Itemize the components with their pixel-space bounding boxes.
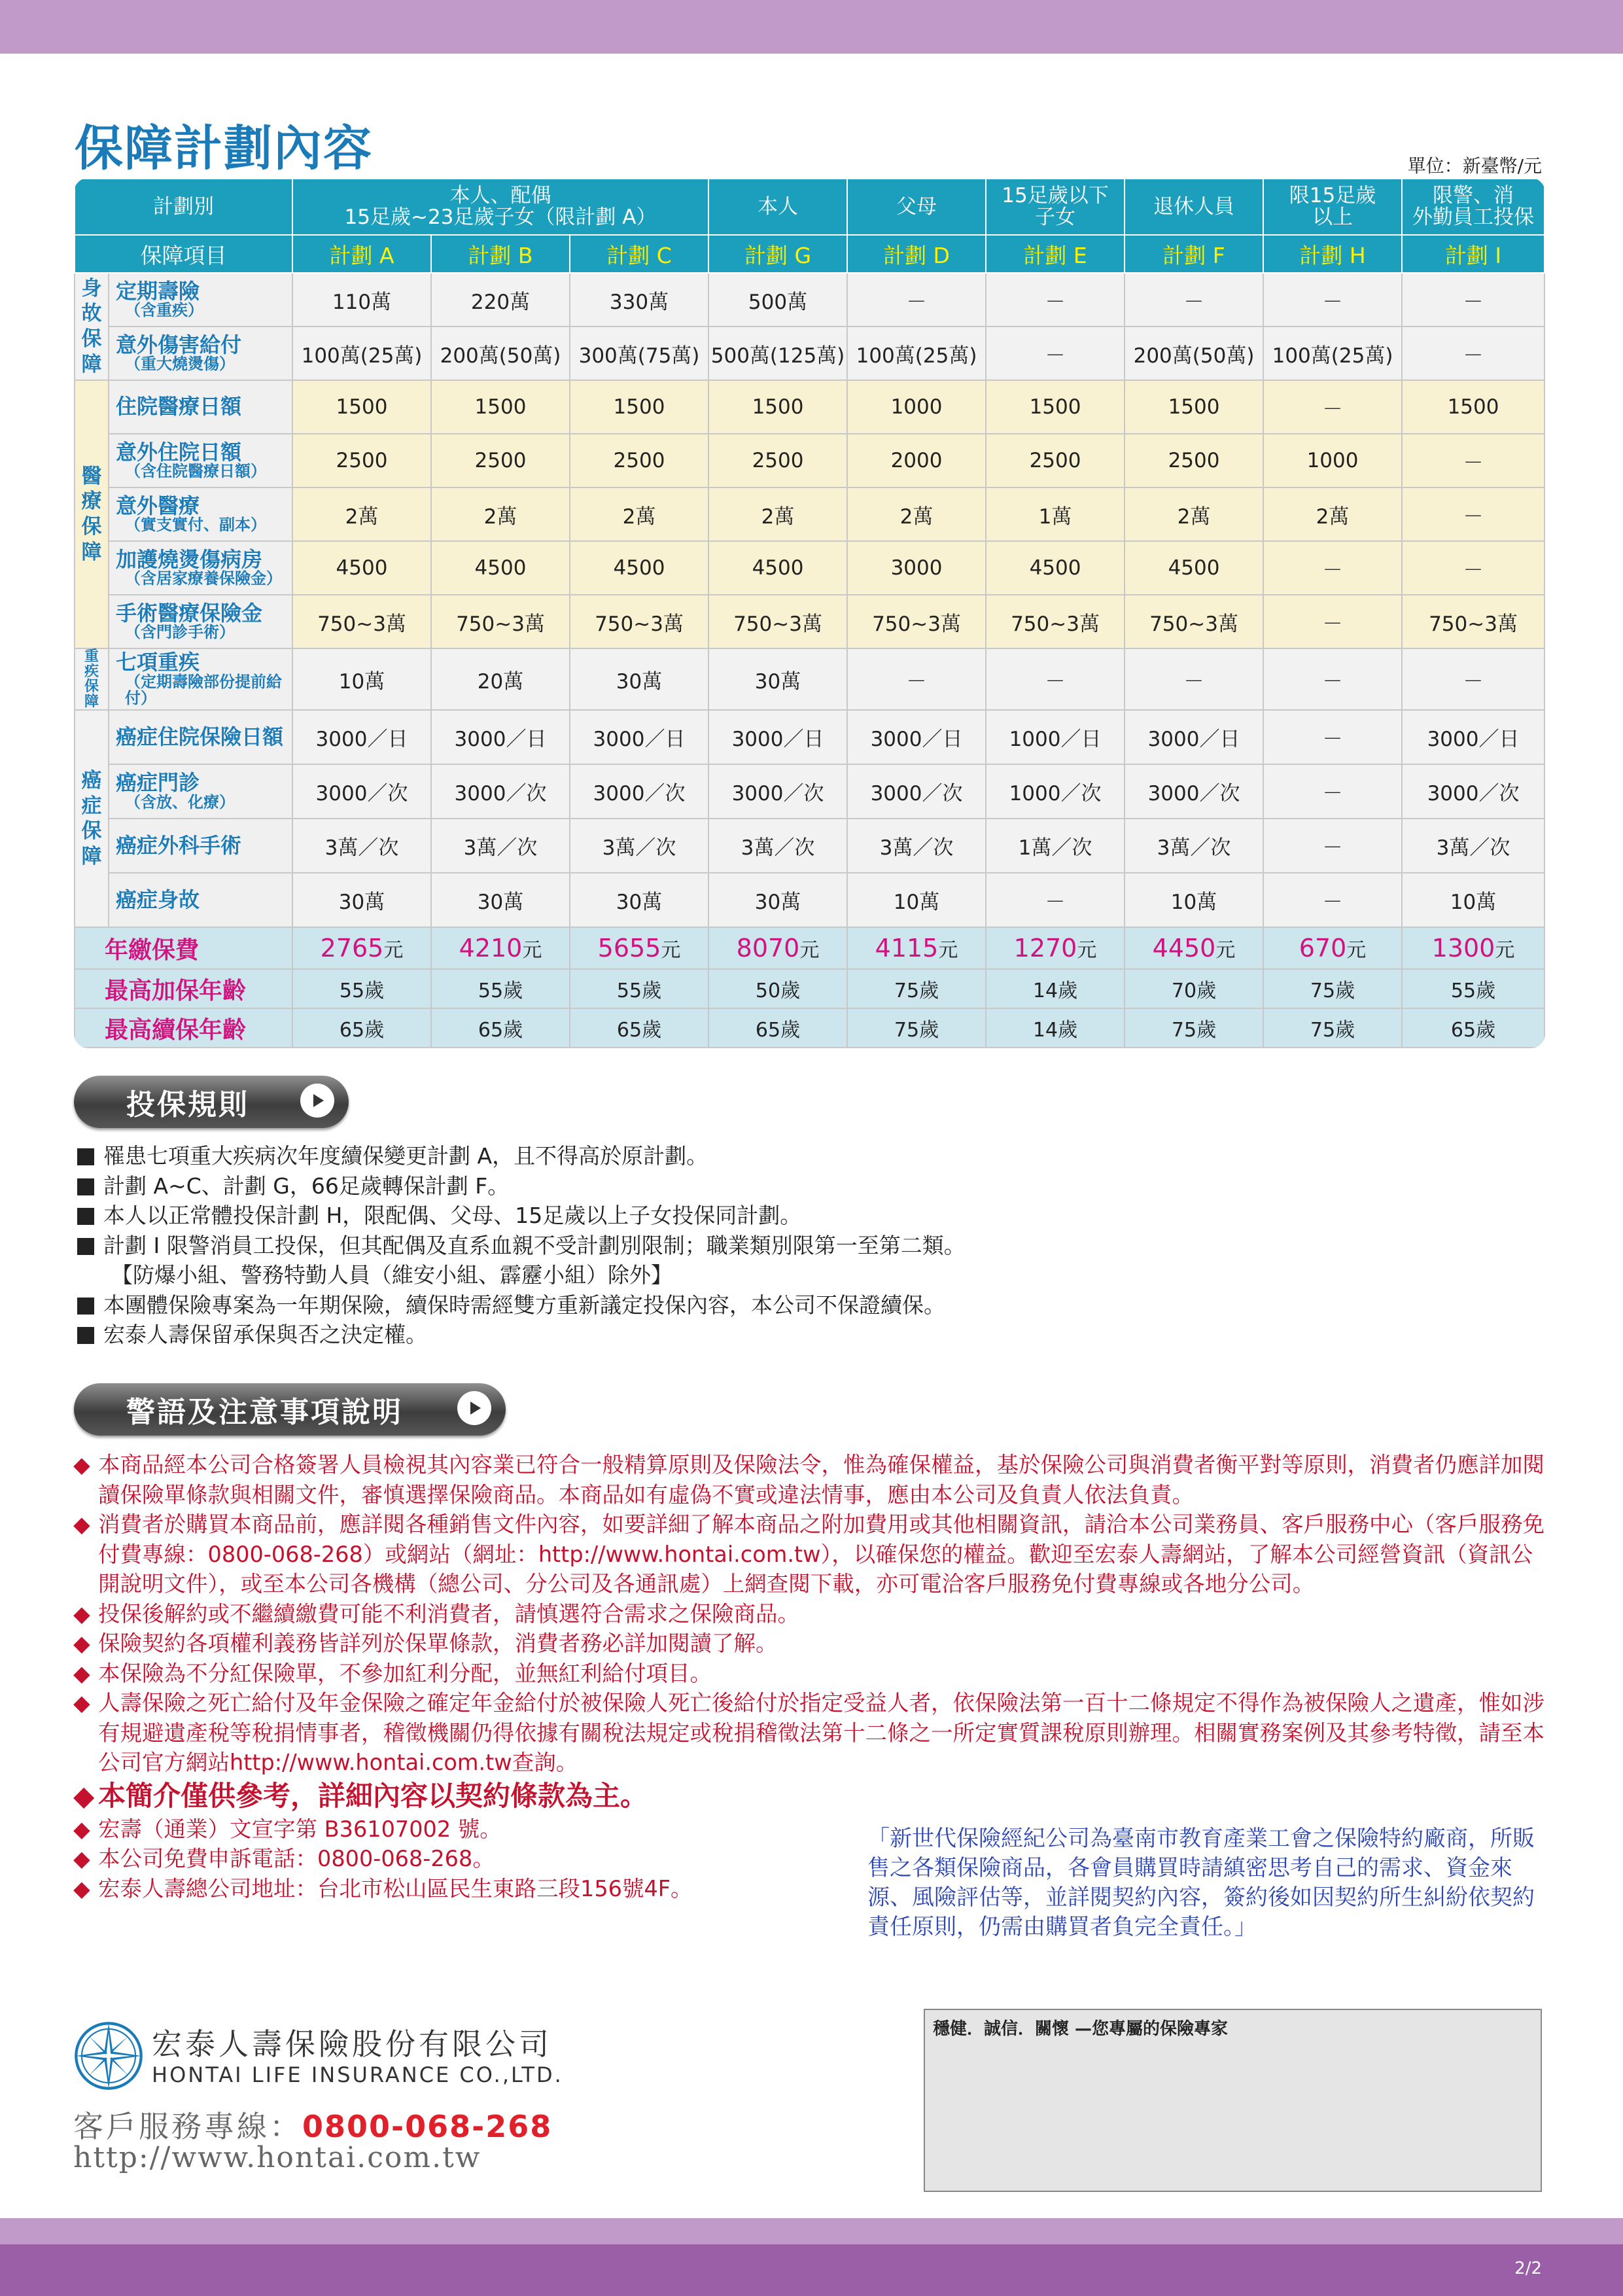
rules-heading: 投保規則 xyxy=(126,1088,249,1122)
footer-cell: 65歲 xyxy=(1402,1008,1544,1048)
table-cell: － xyxy=(986,273,1125,327)
footer-cell: 1300元 xyxy=(1402,927,1544,969)
table-row xyxy=(75,648,1544,710)
corner-bottom: 保障項目 xyxy=(75,235,292,273)
table-cell: 2500 xyxy=(1125,434,1263,487)
table-cell: － xyxy=(1263,710,1402,764)
table-cell: 1萬／次 xyxy=(986,819,1125,873)
corner-top: 計劃別 xyxy=(75,179,292,235)
row-label: 意外傷害給付 （重大燒燙傷） xyxy=(109,327,292,380)
rule-item: 本人以正常體投保計劃 H，限配偶、父母、15足歲以上子女投保同計劃。 xyxy=(77,1201,1516,1231)
table-cell: － xyxy=(1402,648,1544,710)
row-sublabel: （含門診手術） xyxy=(125,623,235,642)
footer-cell: 70歲 xyxy=(1125,969,1263,1008)
table-cell: 1500 xyxy=(431,380,570,434)
plan-table xyxy=(74,178,1545,1048)
square-bullet-icon xyxy=(77,1148,94,1165)
warning-tail: ◆ 宏壽（通業）文宣字第 B36107002 號。 xyxy=(73,1814,1552,1845)
row-sublabel: （含住院醫療日額） xyxy=(125,462,266,481)
table-cell: 330萬 xyxy=(570,273,708,327)
warning-tail: ◆ 宏泰人壽總公司地址：台北市松山區民生東路三段156號4F。 xyxy=(73,1874,1552,1904)
table-cell: 1500 xyxy=(1402,380,1544,434)
footer-cell: 4450元 xyxy=(1125,927,1263,969)
plan-header: 計劃 I xyxy=(1402,235,1544,273)
table-cell: 2000 xyxy=(847,434,986,487)
rule-note: 【防爆小組、警務特勤人員（維安小組、霹靂小組）除外】 xyxy=(111,1262,672,1288)
table-cell: 3000／日 xyxy=(1125,710,1263,764)
plan-header: 計劃 G xyxy=(708,235,847,273)
footer-cell: 50歲 xyxy=(708,969,847,1008)
table-cell: 2萬 xyxy=(1125,487,1263,541)
table-cell: 3000／次 xyxy=(1402,764,1544,819)
table-cell: 2萬 xyxy=(1263,487,1402,541)
footer-cell: 75歲 xyxy=(847,1008,986,1048)
table-cell: 3000／次 xyxy=(292,764,431,819)
table-cell: － xyxy=(1402,541,1544,595)
footer-cell: 55歲 xyxy=(1402,969,1544,1008)
table-cell: 750~3萬 xyxy=(708,595,847,648)
plan-header: 計劃 C xyxy=(570,235,708,273)
table-cell: 3000／次 xyxy=(570,764,708,819)
table-cell: 2500 xyxy=(570,434,708,487)
group-header: 限警、消 外勤員工投保 xyxy=(1402,179,1544,235)
footer-cell: 55歲 xyxy=(570,969,708,1008)
table-cell: 100萬(25萬) xyxy=(292,327,431,380)
footer-label: 年繳保費 xyxy=(75,927,292,969)
footer-cell: 14歲 xyxy=(986,969,1125,1008)
table-cell: 3萬／次 xyxy=(292,819,431,873)
footer-cell: 65歲 xyxy=(292,1008,431,1048)
table-cell: 2萬 xyxy=(708,487,847,541)
footer-cell: 5655元 xyxy=(570,927,708,969)
table-cell: 30萬 xyxy=(708,873,847,927)
diamond-bullet-icon: ◆ xyxy=(73,1846,90,1871)
table-cell: 10萬 xyxy=(1125,873,1263,927)
play-icon xyxy=(300,1084,334,1118)
diamond-bullet-icon: ◆ xyxy=(73,1631,90,1656)
table-cell: － xyxy=(1125,648,1263,710)
table-cell: 1500 xyxy=(708,380,847,434)
diamond-bullet-icon: ◆ xyxy=(73,1875,90,1901)
square-bullet-icon xyxy=(77,1208,94,1225)
row-label: 意外住院日額 （含住院醫療日額） xyxy=(109,434,292,487)
footer-label: 最高續保年齡 xyxy=(75,1008,292,1048)
header-row-groups xyxy=(75,179,1544,235)
warning-emphasis: ◆ 本簡介僅供參考，詳細內容以契約條款為主。 xyxy=(73,1778,1552,1814)
group-header: 15足歲以下 子女 xyxy=(986,179,1125,235)
table-cell: 3萬／次 xyxy=(1125,819,1263,873)
table-cell: 4500 xyxy=(986,541,1125,595)
diamond-bullet-icon: ◆ xyxy=(73,1816,90,1842)
table-cell: － xyxy=(1263,595,1402,648)
table-cell: 1000 xyxy=(847,380,986,434)
table-cell: － xyxy=(1263,648,1402,710)
table-cell: 2萬 xyxy=(292,487,431,541)
row-label: 七項重疾 （定期壽險部份提前給付） xyxy=(109,648,292,710)
table-row xyxy=(75,873,1544,927)
table-cell: 4500 xyxy=(1125,541,1263,595)
page-number: 2/2 xyxy=(1514,2259,1542,2278)
plan-header: 計劃 E xyxy=(986,235,1125,273)
footer-row-max_join_age xyxy=(75,969,1544,1008)
table-cell: 30萬 xyxy=(570,648,708,710)
rules-list xyxy=(77,1141,1516,1350)
footer-cell: 65歲 xyxy=(431,1008,570,1048)
row-label: 手術醫療保險金 （含門診手術） xyxy=(109,595,292,648)
warning-tail: ◆ 本公司免費申訴電話：0800-068-268。 xyxy=(73,1844,1552,1874)
table-cell: 1500 xyxy=(570,380,708,434)
footer-row-max_renew_age xyxy=(75,1008,1544,1048)
table-cell: 10萬 xyxy=(847,873,986,927)
row-sublabel: （含居家療養保險金） xyxy=(125,569,282,588)
table-cell: 3000／次 xyxy=(431,764,570,819)
footer-label: 最高加保年齡 xyxy=(75,969,292,1008)
table-cell: 1500 xyxy=(292,380,431,434)
row-sublabel: （實支實付、副本） xyxy=(125,516,266,535)
table-cell: 10萬 xyxy=(292,648,431,710)
footer-cell: 14歲 xyxy=(986,1008,1125,1048)
table-cell: － xyxy=(847,648,986,710)
table-row xyxy=(75,819,1544,873)
agent-stamp-box xyxy=(924,2009,1542,2192)
unit-label: 單位：新臺幣/元 xyxy=(1407,155,1542,177)
footer-cell: 55歲 xyxy=(431,969,570,1008)
plan-header: 計劃 B xyxy=(431,235,570,273)
header-row-plans xyxy=(75,235,1544,273)
table-cell: 100萬(25萬) xyxy=(1263,327,1402,380)
table-cell: 4500 xyxy=(431,541,570,595)
row-label: 癌症身故 xyxy=(109,873,292,927)
table-row xyxy=(75,327,1544,380)
table-cell: － xyxy=(1402,327,1544,380)
table-cell: 750~3萬 xyxy=(847,595,986,648)
table-cell: 1000／次 xyxy=(986,764,1125,819)
plan-header: 計劃 F xyxy=(1125,235,1263,273)
table-cell: － xyxy=(1263,764,1402,819)
table-cell: 3000／次 xyxy=(708,764,847,819)
footer-cell: 1270元 xyxy=(986,927,1125,969)
row-sublabel: （含放、化療） xyxy=(125,793,235,812)
table-cell: 4500 xyxy=(292,541,431,595)
table-cell: 500萬(125萬) xyxy=(708,327,847,380)
table-row xyxy=(75,595,1544,648)
group-header: 本人 xyxy=(708,179,847,235)
row-sublabel: （重大燒燙傷） xyxy=(125,355,235,374)
diamond-bullet-icon: ◆ xyxy=(73,1690,90,1716)
square-bullet-icon xyxy=(77,1238,94,1255)
table-cell: － xyxy=(986,873,1125,927)
table-cell: 4500 xyxy=(708,541,847,595)
footer-cell: 75歲 xyxy=(847,969,986,1008)
company-name-en: HONTAI LIFE INSURANCE CO.,LTD. xyxy=(152,2062,563,2087)
table-cell: 3萬／次 xyxy=(431,819,570,873)
section-label-medical: 醫 療 保 障 xyxy=(75,380,109,648)
table-cell: 30萬 xyxy=(431,873,570,927)
compass-star-icon xyxy=(73,2021,144,2091)
table-cell: 30萬 xyxy=(570,873,708,927)
group-header: 本人、配偶 15足歲~23足歲子女（限計劃 A） xyxy=(292,179,708,235)
table-cell: 750~3萬 xyxy=(570,595,708,648)
rule-item: 本團體保險專案為一年期保險，續保時需經雙方重新議定投保內容，本公司不保證續保。 xyxy=(77,1290,1516,1320)
diamond-bullet-icon: ◆ xyxy=(73,1452,90,1477)
company-website: http://www.hontai.com.tw xyxy=(73,2141,481,2174)
hotline-number: 0800-068-268 xyxy=(302,2109,553,2144)
table-row xyxy=(75,764,1544,819)
footer-cell: 75歲 xyxy=(1263,1008,1402,1048)
square-bullet-icon xyxy=(77,1327,94,1344)
table-cell: 100萬(25萬) xyxy=(847,327,986,380)
section-label-cancer: 癌 症 保 障 xyxy=(75,710,109,927)
table-cell: 3萬／次 xyxy=(570,819,708,873)
table-row xyxy=(75,380,1544,434)
warning-item: ◆ 保險契約各項權利義務皆詳列於保單條款，消費者務必詳加閱讀了解。 xyxy=(73,1629,1552,1659)
rule-item: 計劃 A~C、計劃 G，66足歲轉保計劃 F。 xyxy=(77,1171,1516,1201)
table-cell: － xyxy=(1263,873,1402,927)
rule-item: 計劃 I 限警消員工投保，但其配偶及直系血親不受計劃別限制；職業類別限第一至第二類。 xyxy=(77,1231,1516,1261)
rule-item: 罹患七項重大疾病次年度續保變更計劃 A，且不得高於原計劃。 xyxy=(77,1141,1516,1171)
table-row xyxy=(75,273,1544,327)
footer-cell: 65歲 xyxy=(570,1008,708,1048)
row-label: 癌症外科手術 xyxy=(109,819,292,873)
table-cell: 750~3萬 xyxy=(1402,595,1544,648)
row-label: 意外醫療 （實支實付、副本） xyxy=(109,487,292,541)
plan-header: 計劃 A xyxy=(292,235,431,273)
table-cell: 3000／次 xyxy=(847,764,986,819)
table-cell: 750~3萬 xyxy=(986,595,1125,648)
warning-item: ◆ 人壽保險之死亡給付及年金保險之確定年金給付於被保險人死亡後給付於指定受益人者，依保險法第一百十二條規定不得作為被保險人之遺產，惟如涉有規避遺產稅等稅捐情事者，稽徵機關仍得依據有關稅法規定或稅捐稽徵法第十二條之一所定實質課稅原則辦理。相關實務案例及其參考特徵，請至本公司官方網站http://www.hontai.com.tw查詢。 xyxy=(73,1688,1552,1778)
footer-row-premium xyxy=(75,927,1544,969)
warning-item: ◆ 本保險為不分紅保險單，不參加紅利分配，並無紅利給付項目。 xyxy=(73,1659,1552,1689)
bottom-band-light xyxy=(0,2218,1623,2244)
row-label: 癌症住院保險日額 xyxy=(109,710,292,764)
table-cell: － xyxy=(1263,273,1402,327)
rule-item: 宏泰人壽保留承保與否之決定權。 xyxy=(77,1320,1516,1350)
table-row xyxy=(75,710,1544,764)
table-cell: 500萬 xyxy=(708,273,847,327)
table-cell: － xyxy=(1125,273,1263,327)
row-sublabel: （含重疾） xyxy=(125,301,203,320)
rules-heading-button xyxy=(74,1076,349,1128)
table-cell: 30萬 xyxy=(292,873,431,927)
table-cell: 2500 xyxy=(292,434,431,487)
table-cell: 3萬／次 xyxy=(708,819,847,873)
table-cell: 10萬 xyxy=(1402,873,1544,927)
table-cell: － xyxy=(986,648,1125,710)
play-icon xyxy=(457,1391,491,1425)
plan-header: 計劃 D xyxy=(847,235,986,273)
top-band xyxy=(0,0,1623,54)
group-header: 退休人員 xyxy=(1125,179,1263,235)
table-cell: 2500 xyxy=(986,434,1125,487)
table-cell: － xyxy=(1263,380,1402,434)
table-cell: 3000／日 xyxy=(570,710,708,764)
table-cell: 300萬(75萬) xyxy=(570,327,708,380)
diamond-bullet-icon: ◆ xyxy=(73,1511,90,1537)
company-name-cn: 宏泰人壽保險股份有限公司 xyxy=(152,2026,552,2062)
table-cell: 1000／日 xyxy=(986,710,1125,764)
row-label: 定期壽險 （含重疾） xyxy=(109,273,292,327)
warning-item: ◆ 消費者於購買本商品前，應詳閱各種銷售文件內容，如要詳細了解本商品之附加費用或其他相關資訊，請洽本公司業務員、客戶服務中心（客戶服務免付費專線：0800-068-268）或網站（網址：http://www.hontai.com.tw），以確保您的權益。歡迎至宏泰人壽網站，了解本公司經營資訊（資訊公開說明文件），或至本公司各機構（總公司、分公司及各通訊處）上網查閱下載，亦可電洽客戶服務免付費專線或各地分公司。 xyxy=(73,1510,1552,1599)
table-cell: 20萬 xyxy=(431,648,570,710)
table-cell: 4500 xyxy=(570,541,708,595)
footer-cell: 8070元 xyxy=(708,927,847,969)
table-cell: 1500 xyxy=(986,380,1125,434)
table-cell: － xyxy=(1263,819,1402,873)
table-cell: － xyxy=(1263,541,1402,595)
diamond-bullet-icon: ◆ xyxy=(73,1779,95,1812)
table-cell: 2500 xyxy=(431,434,570,487)
square-bullet-icon xyxy=(77,1298,94,1315)
table-cell: 3萬／次 xyxy=(847,819,986,873)
page-title: 保障計劃內容 xyxy=(75,120,373,177)
table-cell: 110萬 xyxy=(292,273,431,327)
table-cell: 1000 xyxy=(1263,434,1402,487)
diamond-bullet-icon: ◆ xyxy=(73,1600,90,1627)
footer-cell: 75歲 xyxy=(1125,1008,1263,1048)
square-bullet-icon xyxy=(77,1178,94,1195)
table-cell: 750~3萬 xyxy=(1125,595,1263,648)
company-logo xyxy=(73,2021,144,2094)
warning-item: ◆ 投保後解約或不繼續繳費可能不利消費者，請慎選符合需求之保險商品。 xyxy=(73,1599,1552,1629)
table-cell: 1萬 xyxy=(986,487,1125,541)
group-header: 限15足歲 以上 xyxy=(1263,179,1402,235)
broker-notice: 「新世代保險經紀公司為臺南市教育產業工會之保險特約廠商，所販售之各類保險商品，各會員購買時請縝密思考自己的需求、資金來源、風險評估等，並詳閱契約內容，簽約後如因契約所生糾紛依契約責任原則，仍需由購買者負完全責任。」 xyxy=(867,1826,1535,1940)
warnings-heading-button xyxy=(74,1383,506,1436)
group-header: 父母 xyxy=(847,179,986,235)
footer-cell: 2765元 xyxy=(292,927,431,969)
footer-cell: 75歲 xyxy=(1263,969,1402,1008)
table-cell: － xyxy=(847,273,986,327)
table-cell: 2500 xyxy=(708,434,847,487)
table-row xyxy=(75,541,1544,595)
hotline-label: 客戶服務專線： xyxy=(73,2109,302,2144)
row-label: 住院醫療日額 xyxy=(109,380,292,434)
footer-cell: 4115元 xyxy=(847,927,986,969)
row-sublabel: （定期壽險部份提前給付） xyxy=(125,672,282,707)
table-cell: 750~3萬 xyxy=(431,595,570,648)
table-cell: － xyxy=(986,327,1125,380)
warnings-heading: 警語及注意事項說明 xyxy=(126,1396,403,1429)
row-label: 癌症門診 （含放、化療） xyxy=(109,764,292,819)
warning-item: ◆ 本商品經本公司合格簽署人員檢視其內容業已符合一般精算原則及保險法令，惟為確保權益，基於保險公司與消費者衡平對等原則，消費者仍應詳加閱讀保險單條款與相關文件，審慎選擇保險商品。本商品如有虛偽不實或違法情事，應由本公司及負責人依法負責。 xyxy=(73,1450,1552,1510)
table-cell: 3萬／次 xyxy=(1402,819,1544,873)
table-cell: 200萬(50萬) xyxy=(431,327,570,380)
table-cell: 3000／日 xyxy=(1402,710,1544,764)
footer-cell: 55歲 xyxy=(292,969,431,1008)
table-cell: 750~3萬 xyxy=(292,595,431,648)
table-cell: 2萬 xyxy=(847,487,986,541)
table-cell: 1500 xyxy=(1125,380,1263,434)
table-cell: － xyxy=(1402,487,1544,541)
table-cell: 2萬 xyxy=(431,487,570,541)
table-cell: 3000／日 xyxy=(431,710,570,764)
slogan: 穩健．誠信．關懷 —您專屬的保險專家 xyxy=(933,2019,1229,2039)
table-row xyxy=(75,434,1544,487)
bottom-band-dark xyxy=(0,2244,1623,2296)
row-label: 加護燒燙傷病房 （含居家療養保險金） xyxy=(109,541,292,595)
footer-cell: 65歲 xyxy=(708,1008,847,1048)
plan-header: 計劃 H xyxy=(1263,235,1402,273)
hotline xyxy=(73,2103,552,2146)
table-cell: 220萬 xyxy=(431,273,570,327)
table-row xyxy=(75,487,1544,541)
table-cell: 3000／日 xyxy=(847,710,986,764)
table-cell: － xyxy=(1402,434,1544,487)
table-cell: － xyxy=(1402,273,1544,327)
section-label-death: 身 故 保 障 xyxy=(75,273,109,380)
table-cell: 3000／日 xyxy=(708,710,847,764)
table-cell: 2萬 xyxy=(570,487,708,541)
section-label-critical: 重 疾 保 障 xyxy=(75,648,109,710)
table-cell: 3000／日 xyxy=(292,710,431,764)
table-cell: 200萬(50萬) xyxy=(1125,327,1263,380)
diamond-bullet-icon: ◆ xyxy=(73,1660,90,1686)
table-cell: 30萬 xyxy=(708,648,847,710)
footer-cell: 670元 xyxy=(1263,927,1402,969)
table-cell: 3000 xyxy=(847,541,986,595)
table-cell: 3000／次 xyxy=(1125,764,1263,819)
footer-cell: 4210元 xyxy=(431,927,570,969)
